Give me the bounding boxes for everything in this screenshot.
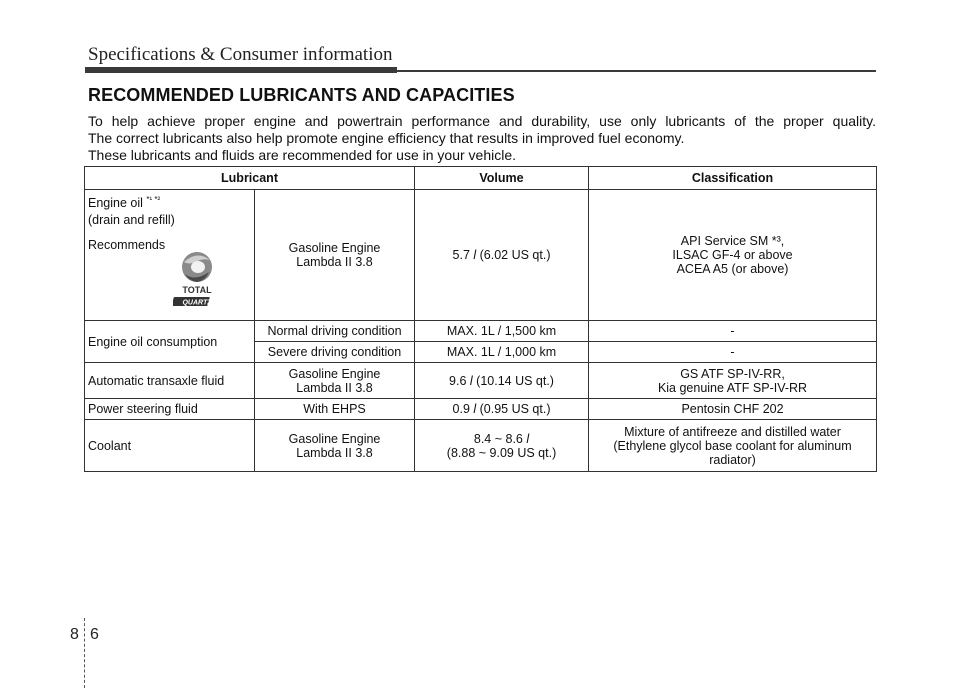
oil-consumption-severe-class: -	[589, 342, 877, 363]
header-lubricant: Lubricant	[85, 167, 415, 190]
oil-consumption-normal-condition: Normal driving condition	[255, 321, 415, 342]
transaxle-condition: Gasoline Engine Lambda II 3.8	[255, 363, 415, 399]
header-classification: Classification	[589, 167, 877, 190]
coolant-condition: Gasoline Engine Lambda II 3.8	[255, 420, 415, 472]
power-steering-condition: With EHPS	[255, 399, 415, 420]
table-row-coolant	[85, 420, 877, 472]
logo-total-text: TOTAL	[182, 285, 212, 295]
oil-consumption-name: Engine oil consumption	[85, 321, 255, 363]
engine-oil-name-cell	[85, 190, 255, 321]
transaxle-classification: GS ATF SP-IV-RR, Kia genuine ATF SP-IV-RR	[589, 363, 877, 399]
engine-oil-condition: Gasoline Engine Lambda II 3.8	[255, 190, 415, 321]
table-row-power-steering	[85, 399, 877, 420]
power-steering-classification: Pentosin CHF 202	[589, 399, 877, 420]
transaxle-name: Automatic transaxle fluid	[85, 363, 255, 399]
coolant-name: Coolant	[85, 420, 255, 472]
intro-line-2: The correct lubricants also help promote engine efficiency that results in improved fuel economy.	[88, 130, 685, 146]
oil-consumption-severe-condition: Severe driving condition	[255, 342, 415, 363]
header-rule-thin	[397, 70, 876, 72]
transaxle-volume: 9.6 l (10.14 US qt.)	[415, 363, 589, 399]
header-volume: Volume	[415, 167, 589, 190]
intro-paragraph	[88, 113, 876, 164]
power-steering-name: Power steering fluid	[85, 399, 255, 420]
oil-consumption-normal-volume: MAX. 1L / 1,500 km	[415, 321, 589, 342]
footer-divider	[84, 618, 86, 688]
oil-consumption-normal-class: -	[589, 321, 877, 342]
section-title: RECOMMENDED LUBRICANTS AND CAPACITIES	[88, 85, 515, 105]
coolant-classification: Mixture of antifreeze and distilled water (Ethylene glycol base coolant for aluminum radiator)	[589, 420, 877, 472]
table-row-transaxle	[85, 363, 877, 399]
total-quartz-logo	[173, 248, 221, 310]
engine-oil-volume: 5.7 l (6.02 US qt.)	[415, 190, 589, 321]
engine-oil-classification: API Service SM *³, ILSAC GF-4 or above ACEA A5 (or above)	[589, 190, 877, 321]
engine-oil-sub: (drain and refill)	[88, 213, 175, 228]
header-rule-thick	[85, 67, 397, 73]
engine-oil-name: Engine oil $^{*^1 *^2}$	[88, 195, 161, 211]
power-steering-volume: 0.9 l (0.95 US qt.)	[415, 399, 589, 420]
oil-consumption-severe-volume: MAX. 1L / 1,000 km	[415, 342, 589, 363]
intro-line-3: These lubricants and fluids are recommended for use in your vehicle.	[88, 147, 516, 163]
table-row-oil-consumption-normal	[85, 321, 877, 342]
table-row-engine-oil	[85, 190, 877, 321]
coolant-volume: 8.4 ~ 8.6 l (8.88 ~ 9.09 US qt.)	[415, 420, 589, 472]
chapter-number: 8	[70, 626, 79, 643]
logo-quartz-text: QUARTZ	[182, 299, 212, 307]
engine-oil-footnotes: *¹ *²	[146, 195, 161, 204]
lubricants-table	[84, 166, 877, 472]
table-header-row	[85, 167, 877, 190]
intro-line-1: To help achieve proper engine and powertrain performance and durability, use only lubricants of the proper quality.	[88, 113, 876, 129]
engine-oil-recommends: Recommends	[88, 238, 166, 253]
header-title: Specifications & Consumer information	[88, 44, 393, 65]
page-number: 6	[90, 626, 99, 643]
